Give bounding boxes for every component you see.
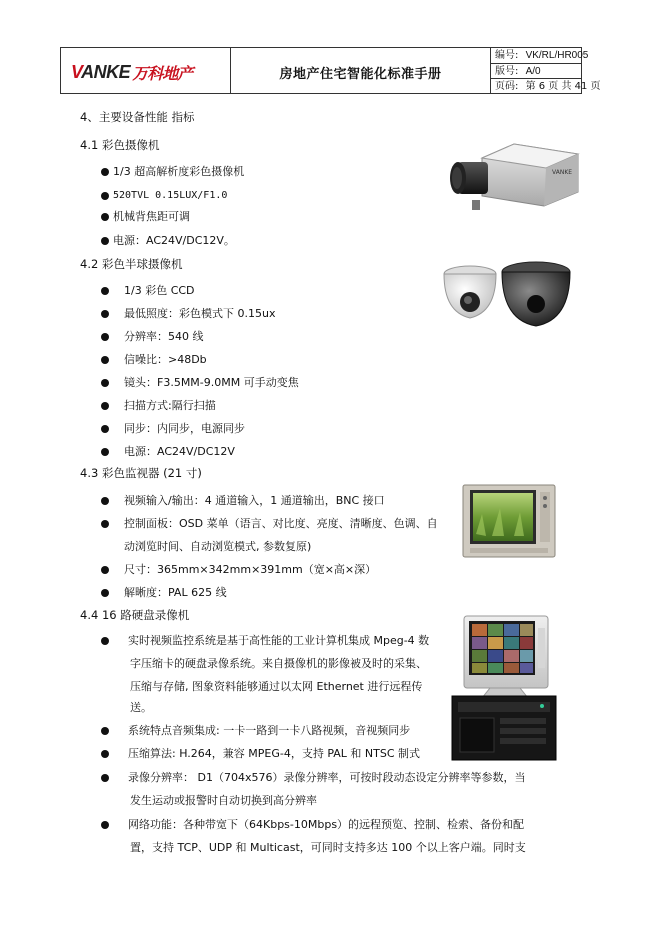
list-item: 尺寸：365mm×342mm×391mm（宽×高×深） — [124, 563, 377, 576]
bullet — [101, 333, 109, 341]
document-title: 房地产住宅智能化标准手册 — [279, 67, 442, 82]
page-row — [491, 79, 601, 95]
list-item-continued: 发生运动或报警时自动切换到高分辨率 — [130, 794, 317, 807]
heading-4-4: 4.4 16 路硬盘录像机 — [80, 608, 190, 622]
list-item: 电源：AC24V/DC12V。 — [113, 234, 235, 247]
bullet — [101, 750, 109, 758]
bullet — [101, 821, 109, 829]
dome-camera-image — [432, 260, 582, 332]
list-item: 分辨率：540 线 — [124, 330, 204, 343]
list-item: 信噪比：>48Db — [124, 353, 207, 366]
heading-4-1: 4.1 彩色摄像机 — [80, 138, 160, 152]
version: A/0 — [525, 65, 541, 77]
list-item: 1/3 彩色 CCD — [124, 284, 195, 297]
list-item: 视频输入/输出：4 通道输入，1 通道输出，BNC 接口 — [124, 494, 385, 507]
bullet — [101, 356, 109, 364]
page-number: 第 6 页 共 41 页 — [525, 81, 601, 93]
bullet — [101, 637, 109, 645]
dvr-system-image — [450, 614, 558, 762]
heading-4-3: 4.3 彩色监视器 (21 寸) — [80, 466, 202, 480]
bullet — [101, 520, 109, 528]
bullet — [101, 379, 109, 387]
list-item: 控制面板：OSD 菜单（语言、对比度、亮度、清晰度、色调、自 — [124, 517, 438, 530]
logo-cell — [61, 48, 231, 93]
document-header — [60, 47, 601, 94]
version-label: 版号: — [495, 65, 519, 77]
bullet — [101, 774, 109, 782]
svg-text:VANKE: VANKE — [552, 169, 573, 176]
list-item-continued: 动浏览时间、自动浏览模式, 参数复原) — [124, 540, 312, 553]
page-label: 页码: — [495, 81, 519, 93]
list-item: 镜头：F3.5MM-9.0MM 可手动变焦 — [124, 376, 299, 389]
bullet — [101, 402, 109, 410]
logo-chinese: 万科地产 — [132, 63, 193, 83]
bullet — [101, 168, 109, 176]
bullet — [101, 448, 109, 456]
list-item: 机械背焦距可调 — [113, 210, 190, 223]
logo-latin: VANKE — [71, 61, 131, 82]
meta-cell — [491, 48, 601, 93]
heading-4-2: 4.2 彩色半球摄像机 — [80, 257, 183, 271]
list-item: 最低照度：彩色模式下 0.15ux — [124, 307, 276, 320]
version-row — [491, 64, 581, 80]
title-cell — [231, 48, 491, 93]
doc-number: VK/RL/HR005 — [525, 50, 589, 61]
list-item: 1/3 超高解析度彩色摄像机 — [113, 165, 245, 178]
bullet — [101, 425, 109, 433]
bullet — [101, 497, 109, 505]
bullet — [101, 589, 109, 597]
bullet — [101, 213, 109, 221]
bullet — [101, 192, 109, 200]
box-camera-image — [444, 140, 582, 218]
bullet — [101, 566, 109, 574]
list-item: 同步：内同步，电源同步 — [124, 422, 245, 435]
list-item: 压缩算法: H.264，兼容 MPEG-4，支持 PAL 和 NTSC 制式 — [128, 747, 421, 760]
list-item: 520TVL 0.15LUX/F1.0 — [113, 190, 228, 201]
bullet — [101, 237, 109, 245]
list-item: 录像分辨率： D1（704x576）录像分辨率，可按时段动态设定分辨率等参数，当 — [128, 771, 526, 784]
list-item: 电源：AC24V/DC12V — [124, 445, 235, 458]
vanke-logo — [71, 60, 192, 84]
list-item: 解晰度：PAL 625 线 — [124, 586, 227, 599]
bullet — [101, 287, 109, 295]
doc-number-label: 编号: — [495, 50, 519, 61]
list-item: 网络功能：各种带宽下（64Kbps-10Mbps）的远程预览、控制、检索、备份和配 — [128, 818, 525, 831]
bullet — [101, 727, 109, 735]
doc-number-row — [491, 48, 589, 64]
list-item-continued: 送。 — [130, 701, 152, 714]
list-item-continued: 置，支持 TCP、UDP 和 Multicast，可同时支持多达 100 个以上客户端。同时支 — [130, 841, 526, 854]
list-item: 系统特点音频集成: 一卡一路到一卡八路视频，音视频同步 — [128, 724, 411, 737]
bullet — [101, 310, 109, 318]
list-item-continued: 压缩与存储, 图象资料能够通过以太网 Ethernet 进行远程传 — [130, 680, 423, 693]
section-title: 4、主要设备性能 指标 — [80, 110, 195, 124]
list-item-continued: 字压缩卡的硬盘录像系统。来自摄像机的影像被及时的采集、 — [130, 657, 427, 670]
list-item: 实时视频监控系统是基于高性能的工业计算机集成 Mpeg-4 数 — [128, 634, 430, 647]
crt-monitor-image — [462, 484, 556, 558]
list-item: 扫描方式:隔行扫描 — [124, 399, 216, 412]
